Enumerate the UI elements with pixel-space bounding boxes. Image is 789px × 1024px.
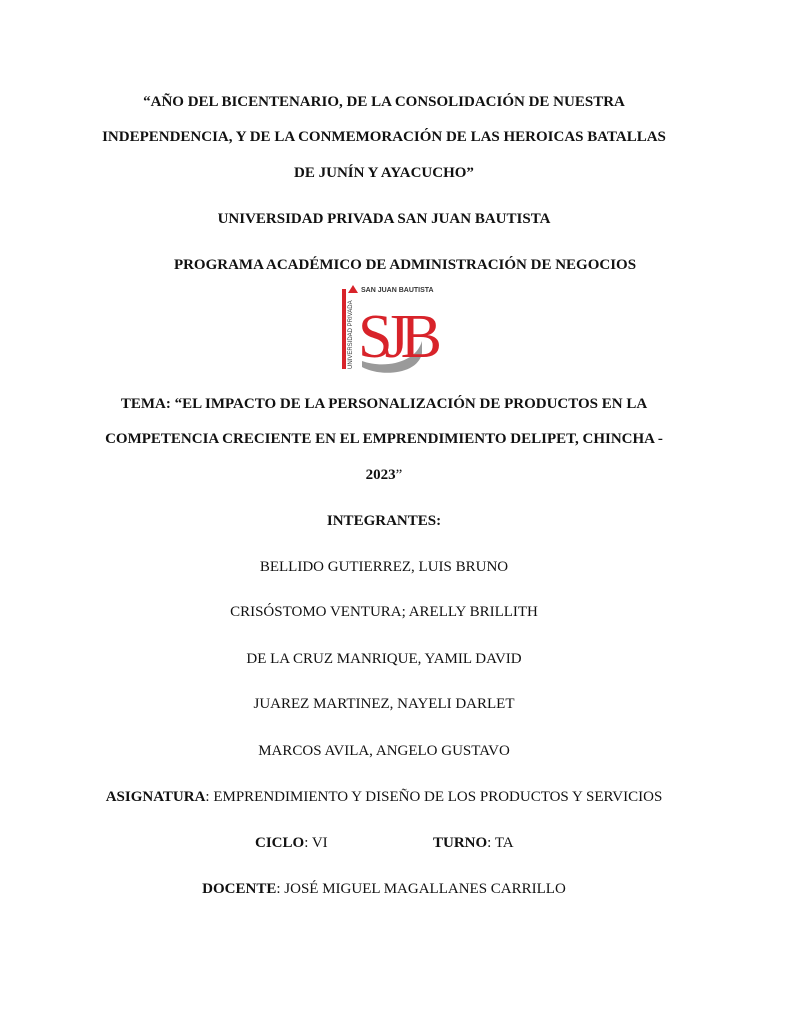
course-value: : EMPRENDIMIENTO Y DISEÑO DE LOS PRODUCTOS Y SERVICIOS xyxy=(205,789,663,805)
logo-top-text: SAN JUAN BAUTISTA xyxy=(361,287,434,294)
logo-side-bar xyxy=(342,289,346,369)
teacher-line xyxy=(0,880,768,898)
logo-flame-mark xyxy=(348,285,358,293)
topic-line-3 xyxy=(0,466,768,484)
member-name: BELLIDO GUTIERREZ, LUIS BRUNO xyxy=(259,559,509,575)
logo-monogram: SJB xyxy=(358,303,434,371)
university-name: UNIVERSIDAD PRIVADA SAN JUAN BAUTISTA xyxy=(217,211,551,227)
shift-line xyxy=(433,834,514,852)
teacher-label: DOCENTE xyxy=(202,881,277,897)
shift-value: : TA xyxy=(487,835,514,851)
topic-year: 2023 xyxy=(365,467,396,483)
motto-line-2: INDEPENDENCIA, Y DE LA CONMEMORACIÓN DE LAS HEROICAS BATALLAS xyxy=(102,129,666,145)
course-label: ASIGNATURA xyxy=(105,789,206,805)
member-name: JUAREZ MARTINEZ, NAYELI DARLET xyxy=(253,696,515,712)
members-label: INTEGRANTES: xyxy=(326,513,442,529)
topic-close-quote: ” xyxy=(395,467,403,483)
cycle-line xyxy=(255,834,328,852)
teacher-value: : JOSÉ MIGUEL MAGALLANES CARRILLO xyxy=(276,881,566,897)
member-name: CRISÓSTOMO VENTURA; ARELLY BRILLITH xyxy=(230,604,538,620)
cycle-value: : VI xyxy=(304,835,328,851)
member-name: DE LA CRUZ MANRIQUE, YAMIL DAVID xyxy=(246,651,522,667)
topic-title-part-1: “EL IMPACTO DE LA PERSONALIZACIÓN DE PRODUCTOS EN LA xyxy=(170,396,648,412)
motto-line-1: “AÑO DEL BICENTENARIO, DE LA CONSOLIDACIÓN DE NUESTRA xyxy=(143,94,625,110)
shift-label: TURNO xyxy=(433,835,488,851)
logo-side-text: UNIVERSIDAD PRIVADA xyxy=(348,300,354,369)
cycle-label: CICLO xyxy=(255,835,305,851)
program-name: PROGRAMA ACADÉMICO DE ADMINISTRACIÓN DE NEGOCIOS xyxy=(173,257,637,273)
topic-label: TEMA: xyxy=(120,396,171,412)
member-name: MARCOS AVILA, ANGELO GUSTAVO xyxy=(258,743,510,759)
sjb-logo-graphic xyxy=(340,283,434,373)
topic-line-2: COMPETENCIA CRECIENTE EN EL EMPRENDIMIENTO DELIPET, CHINCHA - xyxy=(105,431,663,447)
motto-line-3: DE JUNÍN Y AYACUCHO” xyxy=(294,165,474,181)
university-logo xyxy=(340,283,434,373)
topic-line-1 xyxy=(0,395,768,413)
course-line xyxy=(0,788,768,806)
